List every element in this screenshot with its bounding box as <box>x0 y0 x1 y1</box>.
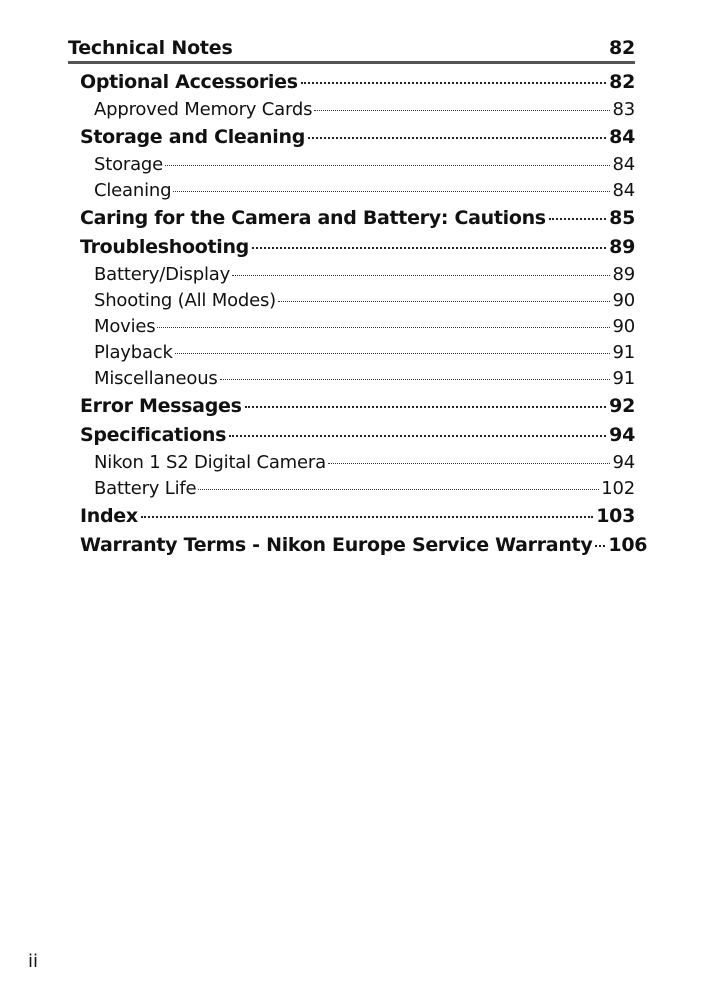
toc-entry-page: 92 <box>609 395 635 417</box>
toc-subentry[interactable] <box>80 366 635 392</box>
section-header <box>68 36 635 64</box>
dot-leader <box>173 191 610 192</box>
toc-subentry[interactable] <box>80 97 635 123</box>
toc-entry-title: Playback <box>94 342 173 363</box>
toc-entry-title: Storage <box>94 154 164 175</box>
toc-entry-title: Cleaning <box>94 180 172 201</box>
dot-leader <box>245 406 607 408</box>
toc-subentry[interactable] <box>80 288 635 314</box>
toc-entry-page: 84 <box>612 180 635 201</box>
toc-entry-title: Approved Memory Cards <box>94 99 313 120</box>
dot-leader <box>229 435 606 437</box>
dot-leader <box>595 545 605 547</box>
toc-entry-title: Shooting (All Modes) <box>94 290 276 311</box>
toc-entry-page: 91 <box>612 368 635 389</box>
toc-entry-title: Warranty Terms - Nikon Europe Service Warranty <box>80 534 593 556</box>
toc-entry-title: Error Messages <box>80 395 242 417</box>
toc-entry-title: Caring for the Camera and Battery: Cautions <box>80 207 546 229</box>
dot-leader <box>328 463 611 464</box>
toc-entry-page: 83 <box>612 99 635 120</box>
dot-leader <box>314 110 610 111</box>
toc-entry-title: Index <box>80 505 138 527</box>
toc-entry-page: 82 <box>609 71 635 93</box>
toc-entry-title: Nikon 1 S2 Digital Camera <box>94 452 326 473</box>
toc-entry[interactable] <box>80 421 635 450</box>
toc-subentry[interactable] <box>80 450 635 476</box>
dot-leader <box>198 489 599 490</box>
toc-subentry[interactable] <box>80 314 635 340</box>
toc-entry-title: Movies <box>94 316 156 337</box>
toc-entry-title: Specifications <box>80 424 227 446</box>
toc-entry-title: Optional Accessories <box>80 71 298 93</box>
dot-leader <box>141 516 593 518</box>
toc-entry[interactable] <box>80 502 635 531</box>
dot-leader <box>308 137 606 139</box>
toc-entry-page: 84 <box>612 154 635 175</box>
toc-entry-title: Battery Life <box>94 478 197 499</box>
toc-entry-title: Battery/Display <box>94 264 231 285</box>
toc-entry-title: Storage and Cleaning <box>80 126 306 148</box>
toc-entry-page: 102 <box>601 478 635 499</box>
toc-entry-title: Troubleshooting <box>80 236 249 258</box>
dot-leader <box>549 218 606 220</box>
dot-leader <box>175 353 611 354</box>
toc-subentry[interactable] <box>80 476 635 502</box>
dot-leader <box>165 165 610 166</box>
toc-subentry[interactable] <box>80 262 635 288</box>
toc-subentry[interactable] <box>80 340 635 366</box>
toc-entry[interactable] <box>80 392 635 421</box>
dot-leader <box>232 275 610 276</box>
toc-entry-page: 89 <box>609 236 635 258</box>
toc-entry-page: 103 <box>596 505 635 527</box>
dot-leader <box>278 301 611 302</box>
toc-entry[interactable] <box>80 204 635 233</box>
dot-leader <box>220 379 611 380</box>
toc-entry-page: 106 <box>608 534 648 556</box>
toc-entry-title: Miscellaneous <box>94 368 218 389</box>
toc-entry[interactable] <box>80 531 648 560</box>
toc-entry-page: 90 <box>612 316 635 337</box>
toc-entry-page: 91 <box>612 342 635 363</box>
dot-leader <box>157 327 610 328</box>
toc-entry-page: 89 <box>612 264 635 285</box>
toc-entry-page: 84 <box>609 126 635 148</box>
toc-entry[interactable] <box>80 68 635 97</box>
toc-entry-page: 90 <box>612 290 635 311</box>
toc-entry-page: 94 <box>612 452 635 473</box>
section-page-number: 82 <box>608 37 635 59</box>
dot-leader <box>252 247 606 249</box>
table-of-contents <box>80 68 648 560</box>
toc-entry-page: 85 <box>609 207 635 229</box>
dot-leader <box>301 82 606 84</box>
section-title: Technical Notes <box>68 37 233 59</box>
toc-entry[interactable] <box>80 123 635 152</box>
toc-subentry[interactable] <box>80 152 635 178</box>
toc-entry-page: 94 <box>609 424 635 446</box>
toc-subentry[interactable] <box>80 178 635 204</box>
page-folio: ii <box>28 951 39 972</box>
toc-entry[interactable] <box>80 233 635 262</box>
